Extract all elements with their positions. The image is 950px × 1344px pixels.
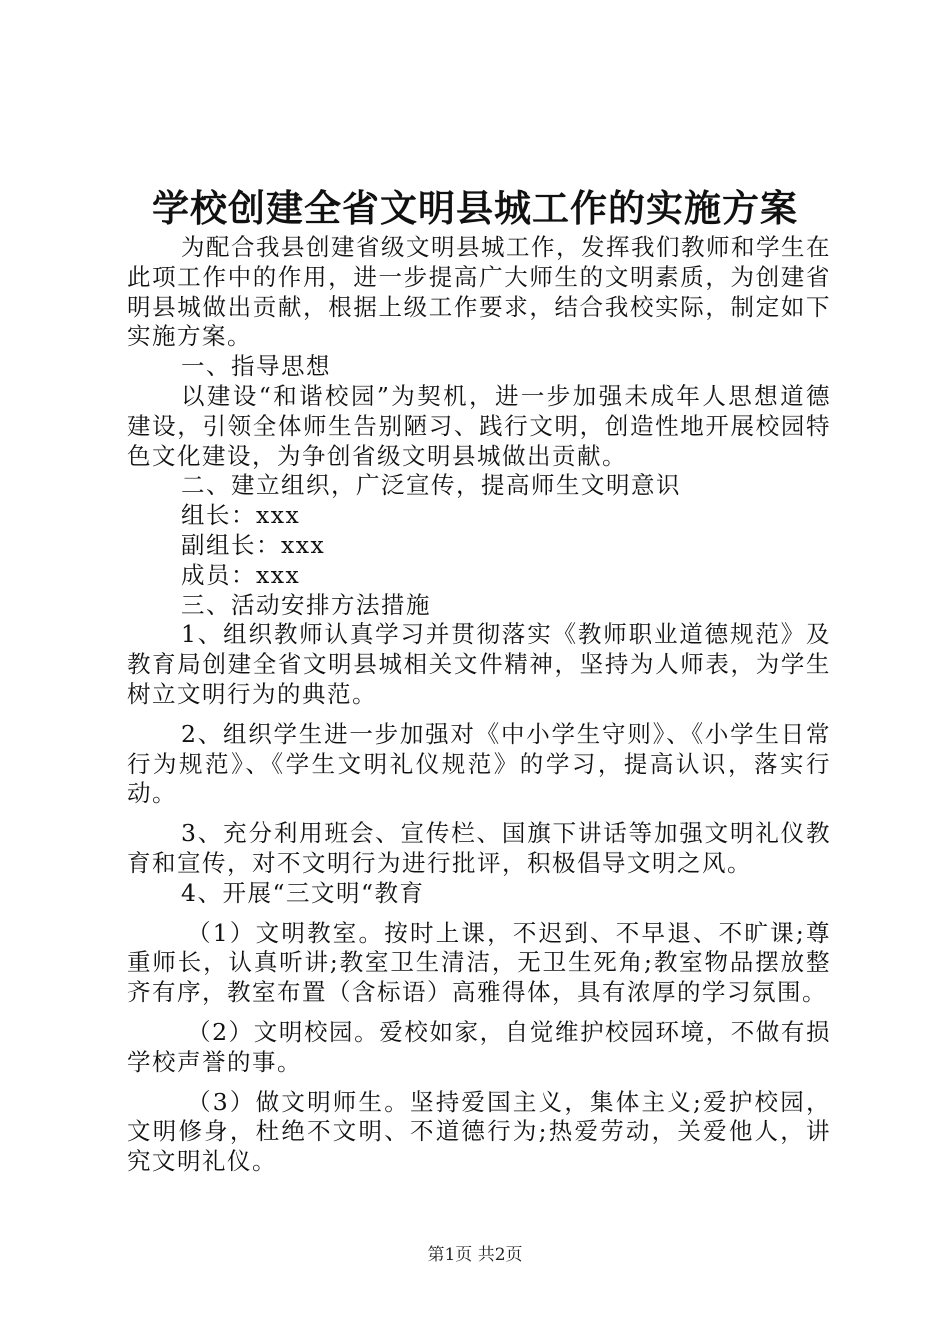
paragraph-sub-1: （1）文明教室。按时上课，不迟到、不早退、不旷课;尊重师长，认真听讲;教室卫生清洁，无卫生死角;教室物品摆放整齐有序，教室布置（含标语）高雅得体，具有浓厚的学习氛围。 bbox=[127, 918, 831, 1007]
paragraph-item-4: 4、开展“三文明“教育 bbox=[181, 878, 425, 907]
line-group-leader: 组长：xxx bbox=[181, 501, 301, 530]
paragraph-sub-3: （3）做文明师生。坚持爱国主义，集体主义;爱护校园，文明修身，杜绝不文明、不道德行为;热爱劳动，关爱他人，讲究文明礼仪。 bbox=[127, 1087, 831, 1176]
line-members: 成员：xxx bbox=[181, 560, 301, 589]
paragraph-item-2: 2、组织学生进一步加强对《中小学生守则》、《小学生日常行为规范》、《学生文明礼仪规范》的学习，提高认识，落实行动。 bbox=[127, 719, 831, 808]
paragraph-guiding-ideology: 以建设“和谐校园”为契机，进一步加强未成年人思想道德建设，引领全体师生告别陋习、践行文明，创造性地开展校园特色文化建设，为争创省级文明县城做出贡献。 bbox=[127, 381, 831, 470]
page-footer: 第1页 共2页 bbox=[427, 1245, 523, 1265]
paragraph-sub-2: （2）文明校园。爱校如家，自觉维护校园环境，不做有损学校声誉的事。 bbox=[127, 1017, 831, 1076]
paragraph-item-3: 3、充分利用班会、宣传栏、国旗下讲话等加强文明礼仪教育和宣传，对不文明行为进行批评，积极倡导文明之风。 bbox=[127, 819, 831, 877]
paragraph-item-1: 1、组织教师认真学习并贯彻落实《教师职业道德规范》及教育局创建全省文明县城相关文件精神，坚持为人师表，为学生树立文明行为的典范。 bbox=[127, 620, 831, 708]
heading-organization: 二、建立组织，广泛宣传，提高师生文明意识 bbox=[181, 471, 681, 500]
document-title: 学校创建全省文明县城工作的实施方案 bbox=[152, 186, 798, 230]
document-body bbox=[127, 233, 831, 1177]
heading-activities: 三、活动安排方法措施 bbox=[181, 590, 431, 619]
paragraph-intro: 为配合我县创建省级文明县城工作，发挥我们教师和学生在此项工作中的作用，进一步提高广大师生的文明素质，为创建省明县城做出贡献，根据上级工作要求，结合我校实际，制定如下实施方案。 bbox=[127, 233, 831, 351]
heading-guiding-ideology: 一、指导思想 bbox=[181, 352, 331, 381]
line-deputy-leader: 副组长：xxx bbox=[181, 530, 326, 559]
